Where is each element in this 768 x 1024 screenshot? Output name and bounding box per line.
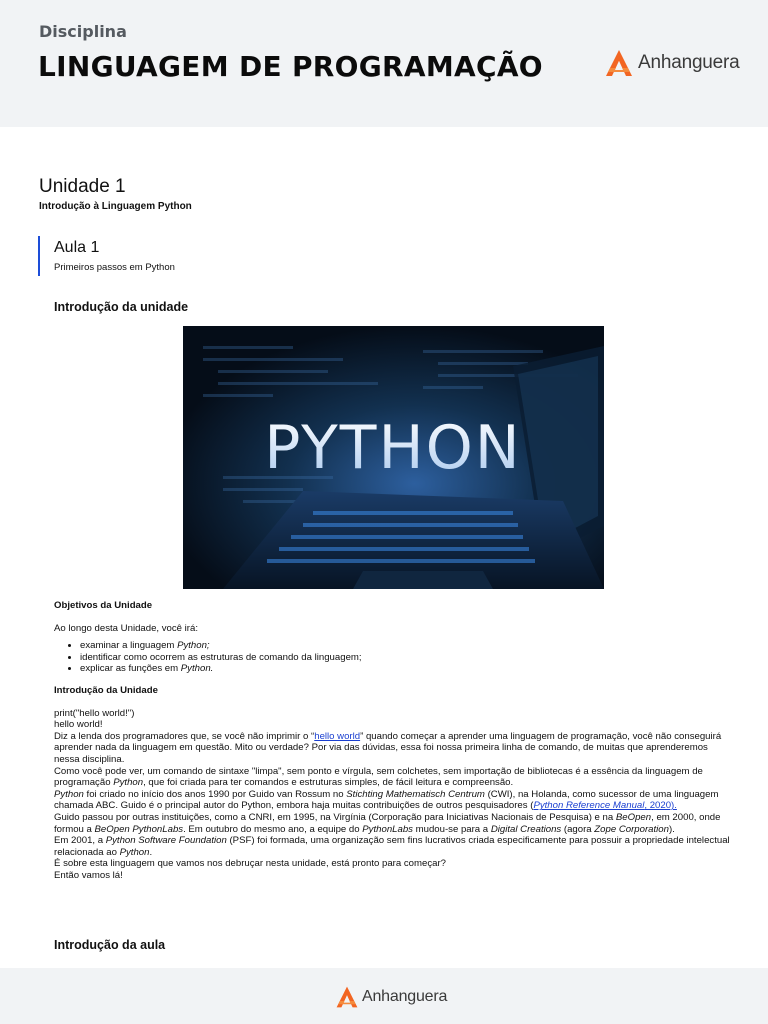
paragraph: Diz a lenda dos programadores que, se você não imprimir o “hello world” quando começar a aprender uma linguagem de programação, você não conseguirá aprender nada da linguagem em questão. Mito ou verdade? Por via das dúvidas, essa foi nossa primeira linha de comando, de muitas que aprenderemos nessa disciplina.	[54, 730, 722, 765]
lesson-accent-bar	[38, 236, 40, 276]
paragraph: Em 2001, a Python Software Foundation (PSF) foi formada, uma organização sem fins lucrativos criada especificamente para possuir a propriedade intelectual relacionada ao Python.	[54, 835, 730, 858]
lesson-title: Aula 1	[54, 239, 100, 256]
objectives-lead: Ao longo desta Unidade, você irá:	[54, 622, 198, 634]
objectives-list	[54, 640, 734, 675]
discipline-label: Disciplina	[39, 22, 127, 41]
paragraph: Então vamos lá!	[54, 869, 123, 881]
unit-content	[54, 600, 734, 881]
list-item: • examinar a linguagem Python;	[80, 640, 734, 652]
unit-intro-heading: Introdução da unidade	[54, 300, 189, 314]
objectives-heading: Objetivos da Unidade	[54, 600, 153, 611]
paragraph: Como você pode ver, um comando de sintaxe "limpa", sem ponto e vírgula, sem colchetes, sem importação de bibliotecas é a essência da linguagem de programação Python, que foi criada para ter comandos e estruturas simples, de fácil leitura e compreensão.	[54, 765, 703, 789]
output-line: hello world!	[54, 719, 103, 731]
code-line: print("hello world!")	[54, 707, 135, 719]
footer-brand-name: Anhanguera	[362, 988, 448, 1005]
unit-intro-subheading: Introdução da Unidade	[54, 684, 158, 696]
anhanguera-logo-icon	[604, 48, 634, 78]
python-laptop-image	[183, 326, 604, 589]
page-header	[0, 0, 768, 127]
lesson-subtitle: Primeiros passos em Python	[54, 262, 175, 273]
lesson-intro-heading: Introdução da aula	[54, 938, 166, 952]
unit-subtitle: Introdução à Linguagem Python	[39, 201, 192, 212]
unit-title: Unidade 1	[39, 176, 126, 197]
python-reference-link[interactable]: Python Reference Manual, 2020).	[533, 800, 677, 812]
paragraph: Guido passou por outras instituições, como a CNRI, em 1995, na Virgínia (Corporação para Iniciativas Nacionais de Pesquisa) e na BeOpen, em 2000, onde formou a BeOpen PythonLabs. Em outubro do mesmo ano, a equipe do PythonLabs mudou-se para a Digital Creations (agora Zope Corporation).	[54, 811, 721, 835]
paragraph: É sobre esta linguagem que vamos nos debruçar nesta unidade, está pronto para começar?	[54, 858, 446, 870]
list-item: • explicar as funções em Python.	[80, 663, 734, 675]
brand-name: Anhanguera	[638, 52, 740, 73]
list-item: • identificar como ocorrem as estruturas de comando da linguagem;	[80, 652, 734, 664]
hello-world-link[interactable]: hello world	[314, 730, 361, 742]
anhanguera-logo-icon	[335, 985, 359, 1009]
footer-anhanguera-logo	[335, 985, 447, 1009]
python-image-text: PYTHON	[264, 413, 522, 483]
paragraph: Python foi criado no início dos anos 1990 por Guido van Rossum no Stichting Mathematisch Centrum (CWI), na Holanda, como sucessor de uma linguagem chamada ABC. Guido é o principal autor do Python, embora haja muitas contribuições de outros pesquisadores (Python Reference Manual, 2020).	[54, 788, 719, 812]
anhanguera-logo	[604, 48, 740, 78]
discipline-title: LINGUAGEM DE PROGRAMAÇÃO	[38, 50, 543, 83]
